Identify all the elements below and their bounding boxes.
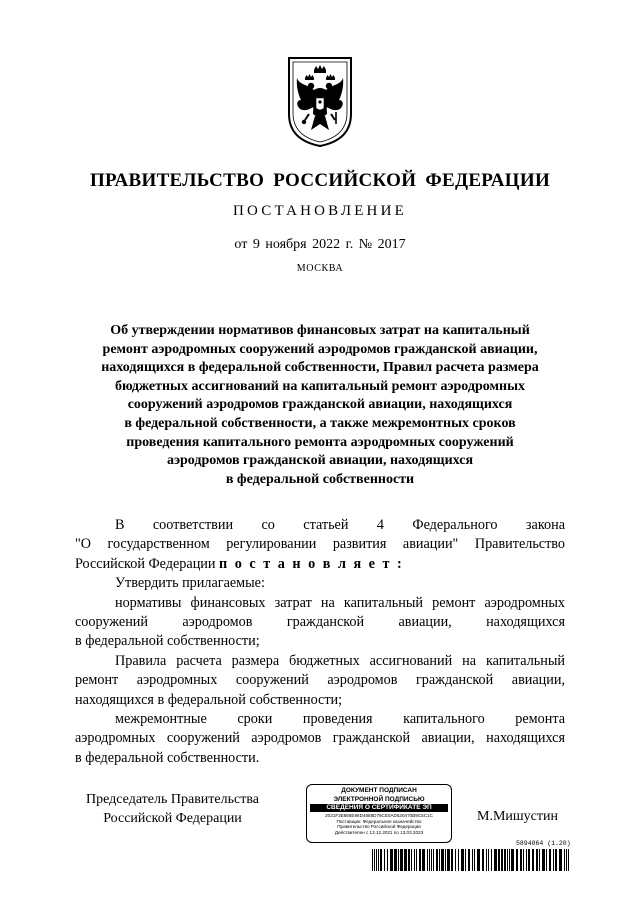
subject-line: бюджетных ассигнований на капитальный ремонт аэродромных — [114, 378, 526, 394]
body-line: в федеральной собственности. — [75, 749, 260, 766]
body-line: находящихся в федеральной собственности; — [75, 691, 343, 708]
body-line: Правила расчета размера бюджетных ассигнований на капитальный — [115, 652, 565, 669]
electronic-signature-stamp — [306, 784, 452, 843]
subject-line: Об утверждении нормативов финансовых затрат на капитальный — [110, 323, 530, 338]
body-line: сооружений аэродромов гражданской авиации, находящихся — [75, 614, 565, 631]
city: МОСКВА — [296, 263, 344, 274]
subject-line: аэродромов гражданской авиации, находящихся — [166, 453, 474, 469]
signer-name: М.Мишустин — [477, 809, 558, 824]
coat-of-arms-icon — [287, 56, 353, 148]
stamp-issuer: Правительство Российской Федерации — [337, 824, 421, 830]
body-line: В соответствии со статьей 4 Федерального закона — [115, 517, 565, 533]
stamp-certificate: 2021F3E868E98D4688D78CE0AD530470B9C5C1C — [325, 813, 433, 818]
stamp-line: ДОКУМЕНТ ПОДПИСАН — [341, 787, 417, 794]
resolves-word: п о с т а н о в л я е т : — [219, 555, 404, 572]
signer-position-line: Председатель Правительства — [86, 792, 259, 807]
body-line: ремонт аэродромных сооружений аэродромов гражданской авиации, — [75, 672, 565, 689]
subject-line: в федеральной собственности, а также межремонтных сроков — [124, 415, 516, 431]
subject-line: сооружений аэродромов гражданской авиации, находящихся — [127, 397, 513, 413]
date-and-number: от 9 ноября 2022 г. № 2017 — [234, 237, 406, 252]
stamp-issuer: Поставщик: Федеральное казначейство — [336, 818, 422, 824]
subject-line: в федеральной собственности — [225, 471, 415, 487]
document-body — [75, 516, 565, 768]
body-line: межремонтные сроки проведения капитального ремонта — [115, 711, 565, 728]
document-type: ПОСТАНОВЛЕНИЕ — [233, 203, 407, 219]
body-line: Утвердить прилагаемые: — [115, 575, 265, 592]
document-subject — [70, 322, 570, 489]
body-line: в федеральной собственности; — [75, 633, 260, 650]
signer-position-line: Российской Федерации — [103, 811, 242, 826]
stamp-validity: Действителен с 13.12.2021 по 13.03.2023 — [334, 829, 424, 835]
registration-number: 5894064 (1.20) — [516, 840, 571, 847]
subject-line: ремонт аэродромных сооружений аэродромов гражданской авиации, — [102, 341, 538, 357]
stamp-line: ЭЛЕКТРОННОЙ ПОДПИСЬЮ — [333, 796, 425, 803]
body-line: "О государственном регулировании развития авиации" Правительство — [75, 536, 565, 553]
barcode-icon — [372, 849, 569, 871]
signer-position — [60, 790, 285, 828]
subject-line: находящихся в федеральной собственности, Правил расчета размера — [101, 360, 539, 376]
stamp-band: СВЕДЕНИЯ О СЕРТИФИКАТЕ ЭП — [310, 804, 448, 812]
body-line: аэродромных сооружений аэродромов гражданской авиации, находящихся — [75, 730, 565, 747]
body-line: нормативы финансовых затрат на капитальный ремонт аэродромных — [115, 594, 565, 611]
body-line — [75, 555, 565, 574]
body-text: Российской Федерации — [75, 555, 220, 572]
government-title: ПРАВИТЕЛЬСТВО РОССИЙСКОЙ ФЕДЕРАЦИИ — [89, 170, 551, 191]
subject-line: проведения капитального ремонта аэродромных сооружений — [126, 434, 514, 450]
